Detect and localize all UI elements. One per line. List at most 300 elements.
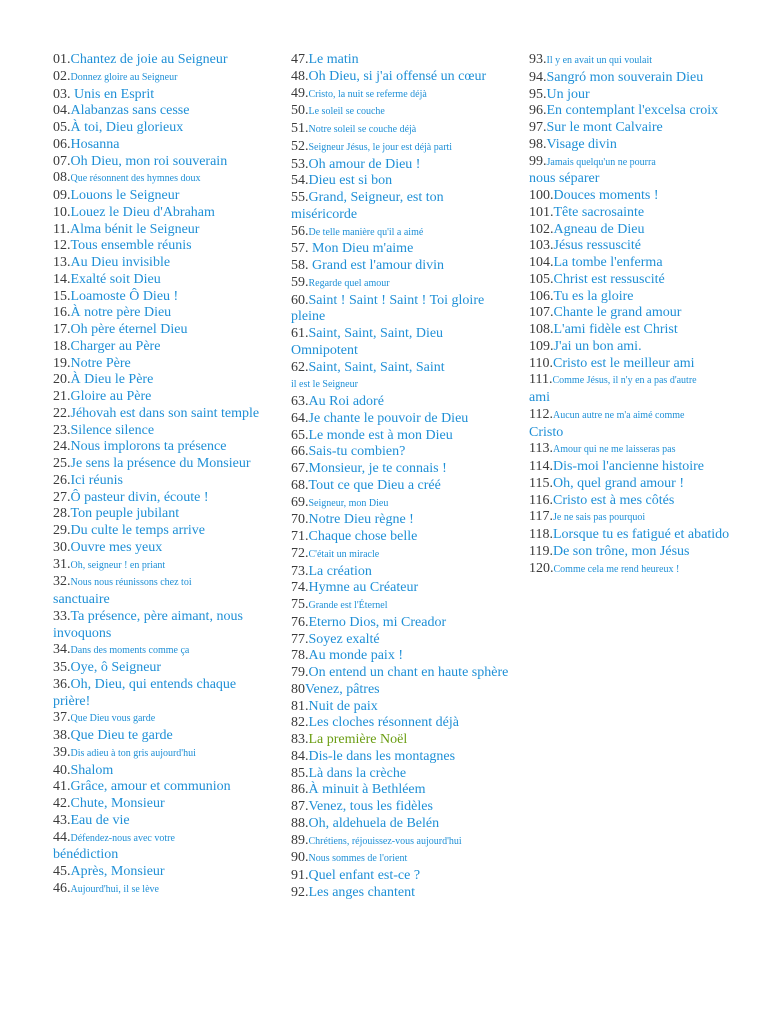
hymn-title: Tout ce que Dieu a créé (308, 477, 441, 493)
hymn-number: 26. (53, 472, 71, 488)
hymn-number: 116. (529, 492, 553, 508)
hymn-title: Oh amour de Dieu ! (308, 156, 421, 172)
hymn-entry (291, 69, 513, 86)
hymn-title: J'ai un bon ami. (553, 338, 642, 354)
hymn-number: 103. (529, 238, 554, 254)
hymn-entry (529, 527, 751, 544)
hymn-title: Ici réunis (70, 472, 123, 488)
hymn-entry (529, 372, 751, 407)
hymn-number: 77. (291, 631, 309, 647)
hymn-number: 13. (53, 255, 71, 270)
hymn-title-continuation: bénédiction (53, 847, 119, 863)
hymn-entry (53, 574, 273, 609)
hymn-title: Chantez de joie au Seigneur (70, 52, 228, 67)
hymn-number: 59. (291, 274, 309, 290)
hymn-title: Eterno Dios, mi Creador (308, 614, 447, 630)
hymn-title: Là dans la crèche (308, 765, 407, 781)
hymn-entry (529, 305, 751, 322)
hymn-title: Au Roi adoré (308, 394, 384, 409)
hymn-title: Visage divin (546, 136, 617, 152)
hymn-number: 34. (53, 642, 71, 658)
hymn-entry (291, 394, 513, 411)
hymn-title: Je ne sais pas pourquoi (552, 512, 646, 524)
hymn-number: 17. (53, 322, 71, 337)
hymn-title: Gloire au Père (70, 389, 152, 404)
hymn-number: 05. (53, 120, 71, 135)
hymn-number: 69. (291, 494, 309, 510)
hymn-title: Chante le grand amour (553, 305, 682, 321)
hymn-entry (53, 473, 273, 490)
hymn-title: Ta présence, père aimant, nous invoquons (53, 608, 243, 641)
hymn-entry (53, 677, 273, 711)
hymn-entry (529, 544, 751, 561)
hymn-number: 93. (529, 52, 547, 67)
hymn-number: 50. (291, 103, 309, 119)
hymn-number: 31. (53, 556, 71, 572)
hymn-entry (53, 389, 273, 406)
hymn-entry (53, 69, 273, 87)
hymn-entry (53, 272, 273, 289)
hymn-entry (291, 648, 513, 665)
hymn-number: 09. (53, 188, 71, 203)
hymn-number: 55. (291, 190, 309, 205)
hymn-title: Shalom (70, 762, 114, 778)
hymn-entry (53, 660, 273, 677)
hymn-entry (291, 749, 513, 766)
hymn-number: 75. (291, 597, 309, 612)
hymn-entry (291, 597, 513, 615)
hymn-entry (291, 173, 513, 190)
hymn-entry (291, 495, 513, 513)
hymn-entry (291, 293, 513, 327)
hymn-entry (529, 103, 751, 120)
hymn-title: Jésus ressuscité (553, 238, 641, 254)
hymn-number: 11. (53, 221, 70, 237)
hymn-number: 38. (53, 728, 71, 743)
hymn-entry (291, 157, 513, 174)
hymn-title: Monsieur, je te connais ! (308, 461, 447, 476)
hymn-number: 118. (529, 527, 553, 542)
hymn-title: L'ami fidèle est Christ (553, 322, 678, 337)
hymn-number: 73. (291, 563, 309, 579)
hymn-title: Grâce, amour et communion (70, 779, 231, 795)
hymn-title: Sur le mont Calvaire (546, 120, 663, 135)
hymn-number: 36. (53, 676, 71, 692)
hymn-entry (291, 580, 513, 597)
hymn-title: Soyez exalté (308, 631, 380, 647)
hymn-number: 60. (291, 292, 309, 308)
hymn-title: Oh, seigneur ! en priant (70, 559, 166, 571)
hymn-title: Lorsque tu es fatigué et abatido (552, 527, 730, 542)
hymn-title: Regarde quel amour (308, 277, 390, 289)
hymn-entry (529, 339, 751, 356)
hymn-entry (53, 137, 273, 154)
hymn-title: Les anges chantent (308, 884, 416, 900)
hymn-number: 33. (53, 608, 71, 624)
hymn-title: Sais-tu combien? (308, 444, 406, 460)
hymn-number: 25. (53, 456, 71, 471)
hymn-title: Chute, Monsieur (70, 796, 165, 811)
hymn-entry (53, 222, 273, 239)
hymn-title: Exalté soit Dieu (70, 271, 161, 287)
hymn-title: Quel enfant est-ce ? (308, 868, 421, 883)
hymn-entry (53, 490, 273, 507)
hymn-title: À notre père Dieu (70, 305, 172, 321)
hymn-number: 40. (53, 762, 71, 778)
hymn-title: Oh, quel grand amour ! (552, 475, 685, 491)
hymn-number: 84. (291, 748, 309, 764)
hymn-title: Sangró mon souverain Dieu (546, 69, 704, 85)
hymn-title: Un jour (546, 86, 590, 102)
hymn-title: De telle manière qu'il a aimé (308, 226, 424, 238)
hymn-title: Notre Père (70, 355, 131, 371)
hymn-number: 64. (291, 410, 309, 426)
hymn-entry (53, 813, 273, 830)
hymn-number: 45. (53, 864, 71, 879)
hymn-title: C'était un miracle (308, 548, 380, 560)
hymn-number: 39. (53, 744, 71, 760)
hymn-title: Seigneur Jésus, le jour est déjà parti (308, 141, 453, 153)
hymn-title: Dans des moments comme ça (70, 645, 190, 657)
hymn-number: 83. (291, 732, 309, 747)
hymn-entry (291, 833, 513, 851)
hymn-title: Que Dieu te garde (70, 728, 173, 743)
hymn-title: Loamoste Ô Dieu ! (70, 288, 179, 304)
hymn-title: Venez, pâtres (305, 681, 380, 697)
hymn-number: 74. (291, 580, 309, 596)
hymn-title: On entend un chant en haute sphère (308, 665, 509, 680)
hymn-title: Le soleil se couche (308, 106, 385, 118)
hymn-number: 87. (291, 799, 309, 814)
hymn-title: Venez, tous les fidèles (308, 799, 433, 814)
hymn-entry (53, 339, 273, 356)
hymn-title: Jéhovah est dans son saint temple (70, 405, 260, 421)
hymn-entry (291, 512, 513, 529)
hymn-number: 104. (529, 255, 554, 270)
hymn-number: 78. (291, 648, 309, 664)
hymn-entry (53, 864, 273, 881)
hymn-number: 89. (291, 832, 309, 848)
hymn-number: 49. (291, 85, 309, 101)
hymn-number: 94. (529, 69, 547, 85)
hymn-title: Silence silence (70, 422, 155, 438)
hymn-number: 112. (529, 406, 553, 422)
hymn-title: Nous implorons ta présence (70, 439, 227, 455)
hymn-entry (291, 799, 513, 816)
hymn-number: 91. (291, 868, 309, 883)
hymn-number: 07. (53, 153, 71, 169)
hymn-number: 101. (529, 204, 554, 220)
hymn-number: 105. (529, 271, 554, 287)
column-1 (53, 52, 273, 899)
hymn-number: 52. (291, 138, 309, 154)
hymn-entry (529, 289, 751, 306)
hymn-number: 23. (53, 422, 71, 438)
column-2 (291, 52, 513, 902)
hymn-title: Grande est l'Éternel (308, 600, 388, 611)
hymn-entry (529, 272, 751, 289)
hymn-entry (529, 509, 751, 527)
hymn-title: À minuit à Bethléem (308, 782, 426, 798)
hymn-number: 62. (291, 359, 309, 375)
hymn-title: Notre soleil se couche déjà (308, 124, 417, 135)
hymn-entry (291, 360, 513, 395)
hymn-entry (529, 120, 751, 137)
hymn-entry (53, 710, 273, 728)
hymn-entry (529, 441, 751, 459)
hymn-number: 71. (291, 529, 309, 544)
hymn-title-continuation: nous séparer (529, 171, 600, 187)
hymn-number: 56. (291, 223, 309, 239)
hymn-title: Louez le Dieu d'Abraham (70, 204, 215, 220)
hymn-title: Cristo est le meilleur ami (552, 355, 695, 371)
hymn-entry (53, 205, 273, 222)
hymn-title: À Dieu le Père (70, 372, 154, 388)
hymn-number: 41. (53, 779, 71, 795)
hymn-title: En contemplant l'excelsa croix (546, 103, 719, 119)
hymn-title: Unis en Esprit (74, 86, 155, 102)
hymn-number: 16. (53, 305, 71, 321)
hymn-title: La création (308, 563, 372, 579)
hymn-title: Saint, Saint, Saint, Saint (308, 359, 445, 375)
hymn-entry (53, 540, 273, 557)
hymn-number: 58. (291, 258, 312, 273)
hymn-number: 96. (529, 103, 547, 119)
hymn-title: Le monde est à mon Dieu (308, 427, 453, 443)
hymn-title: Chaque chose belle (308, 529, 418, 544)
hymn-number: 65. (291, 427, 309, 443)
hymn-number: 120. (529, 560, 554, 576)
hymn-number: 57. (291, 241, 312, 257)
hymn-entry (291, 615, 513, 632)
hymn-title: Alabanzas sans cesse (70, 103, 190, 119)
hymn-number: 21. (53, 389, 71, 404)
hymn-number: 32. (53, 574, 71, 590)
hymn-title: Comme Jésus, il n'y en a pas d'autre (552, 375, 697, 387)
hymn-entry (291, 529, 513, 546)
hymn-number: 22. (53, 405, 71, 421)
hymn-number: 99. (529, 153, 547, 169)
hymn-title: Je sens la présence du Monsieur (70, 456, 251, 471)
hymn-number: 18. (53, 338, 71, 354)
hymn-entry (529, 238, 751, 255)
hymn-title: Au Dieu invisible (70, 255, 171, 270)
hymn-number: 85. (291, 765, 309, 781)
hymn-entry (529, 154, 751, 189)
hymn-entry (53, 188, 273, 205)
hymn-entry (53, 103, 273, 120)
hymn-title: Saint, Saint, Saint, Dieu Omnipotent (291, 326, 444, 358)
hymn-title: La première Noël (308, 732, 408, 747)
hymn-entry (291, 564, 513, 581)
hymn-number: 67. (291, 461, 309, 476)
hymn-title: Agneau de Dieu (553, 221, 645, 237)
hymn-title: De son trône, mon Jésus (552, 543, 690, 559)
hymn-number: 86. (291, 782, 309, 798)
hymn-number: 04. (53, 103, 71, 119)
hymn-entry (53, 372, 273, 389)
hymn-entry (53, 779, 273, 796)
hymn-title: Nous nous réunissons chez toi (70, 577, 192, 589)
hymn-entry (291, 428, 513, 445)
hymn-title: La tombe l'enferma (553, 255, 663, 270)
hymn-title: Aucun autre ne m'a aimé comme (552, 409, 685, 421)
hymn-number: 42. (53, 796, 71, 811)
hymn-number: 113. (529, 441, 553, 457)
hymn-entry (53, 87, 273, 104)
hymn-title-continuation: il est le Seigneur (291, 379, 358, 391)
hymn-number: 14. (53, 271, 71, 287)
hymn-title: Tu es la gloire (553, 288, 634, 304)
hymn-title: Nuit de paix (308, 698, 378, 714)
hymn-number: 54. (291, 173, 309, 189)
hymn-entry (53, 830, 273, 865)
hymn-title: Seigneur, mon Dieu (308, 497, 389, 509)
hymn-entry (291, 121, 513, 139)
hymn-number: 46. (53, 880, 71, 896)
hymn-number: 51. (291, 121, 309, 136)
hymn-entry (291, 52, 513, 69)
hymn-entry (53, 728, 273, 745)
hymn-title: Tête sacrosainte (553, 204, 645, 220)
hymn-entry (53, 356, 273, 373)
hymn-entry (53, 255, 273, 272)
hymn-title: Amour qui ne me laisseras pas (552, 444, 676, 456)
hymn-entry (291, 224, 513, 242)
hymn-entry (529, 137, 751, 154)
hymn-number: 90. (291, 850, 309, 866)
hymn-number: 37. (53, 710, 71, 726)
hymn-entry (291, 258, 513, 275)
hymn-title: Dis-moi l'ancienne histoire (552, 459, 705, 474)
hymn-title: Mon Dieu m'aime (312, 241, 414, 257)
hymn-entry (53, 745, 273, 763)
hymn-number: 63. (291, 394, 309, 409)
hymn-entry (53, 796, 273, 813)
hymn-entry (291, 816, 513, 833)
hymn-number: 76. (291, 614, 309, 630)
hymn-number: 81. (291, 698, 309, 714)
hymn-entry (291, 665, 513, 682)
hymn-entry (291, 868, 513, 885)
hymn-entry (291, 275, 513, 293)
hymn-title: Cristo, la nuit se referme déjà (308, 88, 427, 100)
hymn-number: 109. (529, 338, 554, 354)
hymn-title: Saint ! Saint ! Saint ! Toi gloire pleine (291, 292, 485, 325)
hymn-entry (291, 478, 513, 495)
hymn-number: 35. (53, 660, 71, 675)
hymn-title: Grand, Seigneur, est ton miséricorde (291, 190, 444, 222)
hymn-title: Ton peuple jubilant (70, 506, 180, 522)
hymn-entry (53, 881, 273, 899)
hymn-number: 70. (291, 512, 309, 528)
hymn-title-continuation: Cristo (529, 424, 564, 440)
hymn-entry (291, 632, 513, 649)
hymn-entry (291, 885, 513, 902)
hymn-entry (53, 154, 273, 171)
hymn-title: Notre Dieu règne ! (308, 512, 414, 528)
hymn-entry (529, 222, 751, 239)
hymn-entry (53, 52, 273, 69)
hymn-number: 115. (529, 475, 553, 491)
hymn-number: 44. (53, 829, 71, 845)
hymn-title: Alma bénit le Seigneur (69, 221, 200, 237)
hymn-number: 28. (53, 506, 71, 522)
hymn-entry (291, 444, 513, 461)
hymn-title: Douces moments ! (553, 188, 659, 203)
hymn-number: 108. (529, 322, 554, 337)
hymn-number: 88. (291, 815, 309, 831)
hymn-title: Dieu est si bon (308, 173, 393, 189)
hymn-number: 24. (53, 439, 71, 455)
hymn-entry (529, 356, 751, 373)
hymn-entry (529, 459, 751, 476)
hymn-entry (53, 523, 273, 540)
hymn-number: 92. (291, 884, 309, 900)
hymn-title: Chrétiens, réjouissez-vous aujourd'hui (308, 835, 462, 847)
hymn-title: Charger au Père (70, 338, 161, 354)
hymn-number: 114. (529, 459, 553, 474)
hymn-title: Il y en avait un qui voulait (546, 55, 653, 66)
hymn-title: Le matin (308, 52, 359, 67)
hymn-entry (529, 205, 751, 222)
hymn-number: 03. (53, 86, 74, 102)
hymn-title: Oh Dieu, mon roi souverain (70, 153, 228, 169)
hymn-number: 48. (291, 68, 309, 84)
hymn-entry (291, 86, 513, 104)
hymn-entry (291, 766, 513, 783)
hymn-title: À toi, Dieu glorieux (70, 120, 184, 135)
hymn-number: 80 (291, 681, 305, 697)
hymn-entry (291, 546, 513, 564)
hymn-entry (291, 103, 513, 121)
hymn-title: Grand est l'amour divin (312, 258, 444, 273)
hymn-number: 68. (291, 477, 309, 493)
hymn-number: 117. (529, 509, 553, 525)
hymn-entry (291, 699, 513, 716)
hymn-number: 10. (53, 204, 71, 220)
hymn-number: 100. (529, 188, 554, 203)
hymn-number: 30. (53, 539, 71, 555)
hymn-entry (53, 120, 273, 137)
hymn-title: Les cloches résonnent déjà (308, 715, 459, 731)
hymn-entry (291, 732, 513, 749)
hymn-entry (53, 439, 273, 456)
hymn-title: Louons le Seigneur (70, 188, 180, 203)
hymn-number: 08. (53, 170, 71, 186)
hymn-entry (291, 241, 513, 258)
hymn-title: Après, Monsieur (70, 864, 165, 879)
hymn-entry (53, 609, 273, 643)
hymn-entry (529, 322, 751, 339)
hymn-number: 01. (53, 52, 71, 67)
hymn-title: Du culte le temps arrive (70, 523, 206, 538)
hymn-title: Comme cela me rend heureux ! (553, 563, 680, 575)
hymn-number: 53. (291, 156, 309, 172)
hymn-number: 29. (53, 523, 71, 538)
hymn-entry (53, 238, 273, 255)
hymn-entry (53, 406, 273, 423)
hymn-title: Défendez-nous avec votre (70, 832, 175, 844)
hymn-entry (529, 493, 751, 510)
hymn-title: Nous sommes de l'orient (308, 853, 408, 865)
hymn-title: Hosanna (70, 136, 120, 152)
hymn-title: Hymne au Créateur (308, 580, 419, 596)
hymn-number: 119. (529, 543, 553, 559)
hymn-number: 95. (529, 86, 547, 102)
hymn-number: 02. (53, 68, 71, 84)
hymn-title: Oh père éternel Dieu (70, 322, 188, 337)
